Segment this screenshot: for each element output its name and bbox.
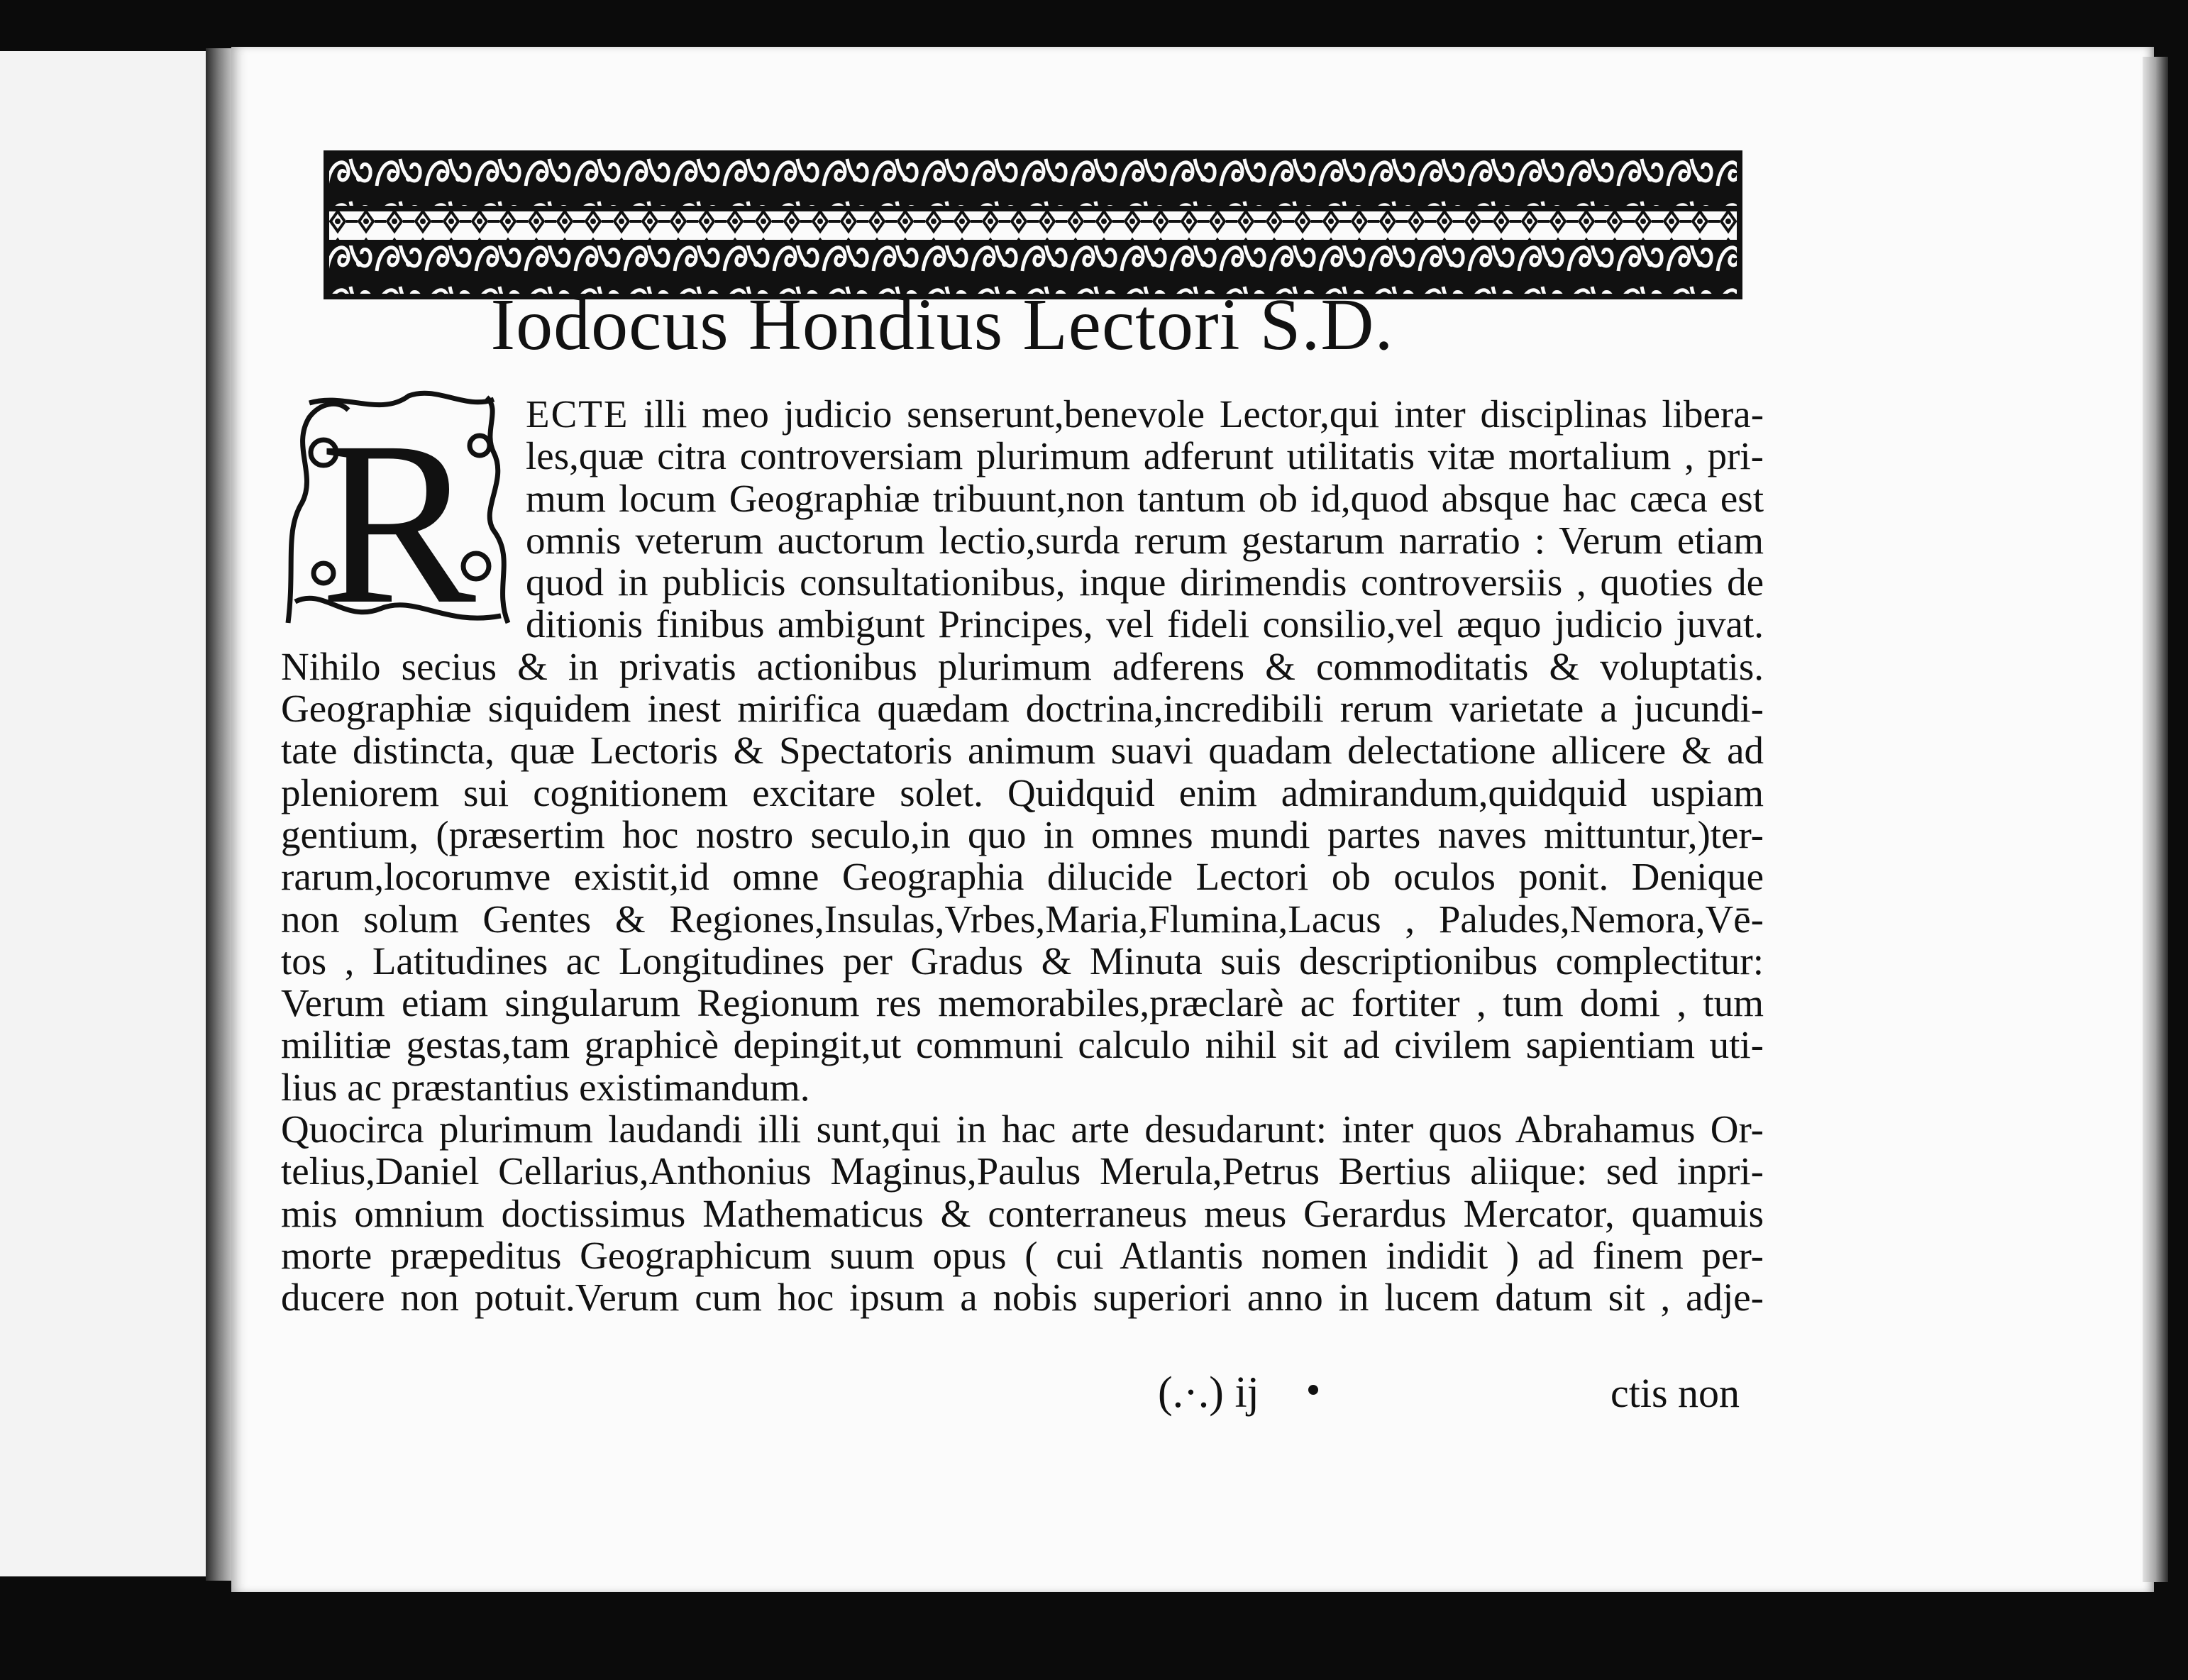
text-line: lius ac præstantius existimandum.	[281, 1065, 810, 1109]
text-line: non solum Gentes & Regiones,Insulas,Vrbes,Maria,Flumina,Lacus , Paludes,Nemora,Vē-	[281, 897, 1764, 941]
text-line: quod in publicis consultationibus, inque dirimendis controversiis , quoties de	[526, 560, 1764, 604]
text-line-1: ECTE illi meo judicio senserunt,benevole Lector,qui inter disciplinas libera-	[526, 392, 1764, 436]
text-line: mum locum Geographiæ tribuunt,non tantum ob id,quod absque hac cæca est	[526, 476, 1764, 520]
floral-headpiece-ornament	[324, 150, 1742, 299]
initial-letter: R	[319, 394, 477, 631]
catchword: ctis non	[1610, 1370, 1740, 1416]
page-fore-edge	[2143, 57, 2168, 1582]
text-line: pleniorem sui cognitionem excitare solet. Quidquid enim admirandum,quidquid uspiam	[281, 770, 1764, 814]
text-line: omnis veterum auctorum lectio,surda rerum gestarum narratio : Verum etiam	[526, 518, 1764, 562]
first-word: ECTE	[526, 392, 629, 436]
text-line: Verum etiam singularum Regionum res memorabiles,præclarè ac fortiter , tum domi , tum	[281, 981, 1764, 1025]
text-line: tos , Latitudines ac Longitudines per Gradus & Minuta suis descriptionibus complectitur:	[281, 939, 1764, 983]
text-line: tate distincta, quæ Lectoris & Spectatoris animum suavi quadam delectatione allicere & ad	[281, 729, 1764, 773]
left-page-edge	[0, 51, 213, 1576]
text-line: telius,Daniel Cellarius,Anthonius Maginus,Paulus Merula,Petrus Bertius aliique: sed inpri-	[281, 1149, 1764, 1193]
text-line: les,quæ citra controversiam plurimum adferunt utilitatis vitæ mortalium , pri-	[526, 434, 1764, 478]
text-line: ditionis finibus ambigunt Principes, vel fideli consilio,vel æquo judicio juvat.	[526, 602, 1764, 646]
page-title: Iodocus Hondius Lectori S.D.	[490, 284, 1394, 365]
text-line: militiæ gestas,tam graphicè depingit,ut communi calculo nihil sit ad civilem sapientiam uti-	[281, 1023, 1764, 1067]
text-line: rarum,locorumve existit,id omne Geographia dilucide Lectori ob oculos ponit. Denique	[281, 855, 1764, 899]
text-line: morte præpeditus Geographicum suum opus ( cui Atlantis nomen indidit ) ad finem per-	[281, 1233, 1764, 1277]
text-line: mis omnium doctissimus Mathematicus & conterraneus meus Gerardus Mercator, quamuis	[281, 1191, 1764, 1235]
body-text	[281, 393, 1764, 1319]
ink-dot	[1308, 1385, 1318, 1395]
signature-mark: (.·.) ij	[1158, 1369, 1259, 1417]
text-line: gentium, (præsertim hoc nostro seculo,in quo in omnes mundi partes naves mittuntur,)ter-	[281, 812, 1764, 856]
text-line: ducere non potuit.Verum cum hoc ipsum a nobis superiori anno in lucem datum sit , adje-	[281, 1276, 1764, 1320]
text-line: Geographiæ siquidem inest mirifica quædam doctrina,incredibili rerum varietate a jucundi-	[281, 687, 1764, 731]
text-line: Nihilo secius & in privatis actionibus plurimum adferens & commoditatis & voluptatis.	[281, 644, 1764, 688]
text-line: Quocirca plurimum laudandi illi sunt,qui in hac arte desudarunt: inter quos Abrahamus Or-	[281, 1107, 1764, 1151]
